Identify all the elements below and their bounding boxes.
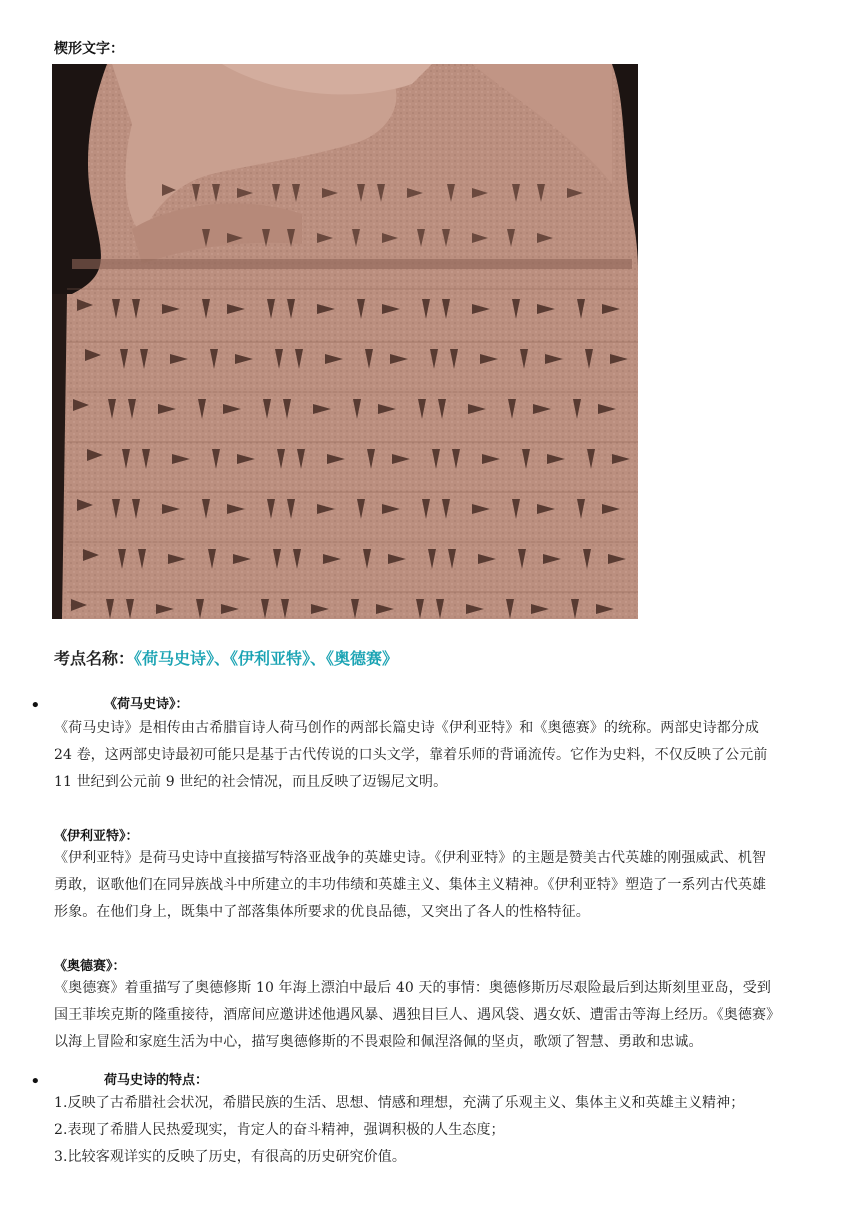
features-list	[54, 1090, 744, 1171]
features-title: 荷马史诗的特点：	[104, 1073, 209, 1088]
homer-paragraph	[54, 715, 767, 796]
homer-title: 《荷马史诗》：	[104, 697, 189, 712]
cuneiform-heading: 楔形文字：	[54, 41, 124, 57]
topic-value: 《荷马史诗》、《伊利亚特》、《奥德赛》	[134, 649, 399, 668]
iliad-paragraph	[54, 845, 766, 926]
text-line: 《奥德赛》着重描写了奥德修斯 10 年海上漂泊中最后 40 天的事情：奥德修斯历尽艰险最后到达斯刻里亚岛，受到	[54, 980, 771, 996]
text-line: 以海上冒险和家庭生活为中心，描写奥德修斯的不畏艰险和佩涅洛佩的坚贞，歌颂了智慧、勇敢和忠诚。	[54, 1034, 703, 1050]
text-line: 24 卷，这两部史诗最初可能只是基于古代传说的口头文学，靠着乐师的背诵流传。它作为史料，不仅反映了公元前	[54, 747, 768, 763]
text-line: 《荷马史诗》是相传由古希腊盲诗人荷马创作的两部长篇史诗《伊利亚特》和《奥德赛》的统称。两部史诗都分成	[54, 720, 759, 736]
bullet-icon: •	[30, 1071, 41, 1092]
bullet-icon: •	[30, 695, 41, 716]
topic-line	[54, 646, 398, 669]
odyssey-title: 《奥德赛》：	[54, 959, 126, 974]
list-item: 3.比较客观详实的反映了历史，有很高的历史研究价值。	[54, 1149, 406, 1165]
list-item: 1.反映了古希腊社会状况，希腊民族的生活、思想、情感和理想，充满了乐观主义、集体主义和英雄主义精神；	[54, 1095, 745, 1111]
odyssey-paragraph	[54, 975, 780, 1056]
text-line: 11 世纪到公元前 9 世纪的社会情况，而且反映了迈锡尼文明。	[54, 774, 448, 790]
cuneiform-tablet-drawing	[52, 64, 638, 619]
text-line: 国王菲埃克斯的隆重接待，酒席间应邀讲述他遇风暴、遇独目巨人、遇风袋、遇女妖、遭雷击等海上经历。《奥德赛》	[54, 1007, 781, 1023]
list-item: 2.表现了希腊人民热爱现实，肯定人的奋斗精神，强调积极的人生态度；	[54, 1122, 505, 1138]
iliad-title: 《伊利亚特》：	[54, 829, 139, 844]
text-line: 《伊利亚特》是荷马史诗中直接描写特洛亚战争的英雄史诗。《伊利亚特》的主题是赞美古代英雄的刚强威武、机智	[54, 850, 767, 866]
text-line: 形象。在他们身上，既集中了部落集体所要求的优良品德，又突出了各人的性格特征。	[54, 904, 590, 920]
text-line: 勇敢，讴歌他们在同异族战斗中所建立的丰功伟绩和英雄主义、集体主义精神。《伊利亚特》塑造了一系列古代英雄	[54, 877, 767, 893]
cuneiform-tablet-image	[52, 64, 638, 619]
topic-label: 考点名称：	[54, 649, 135, 668]
